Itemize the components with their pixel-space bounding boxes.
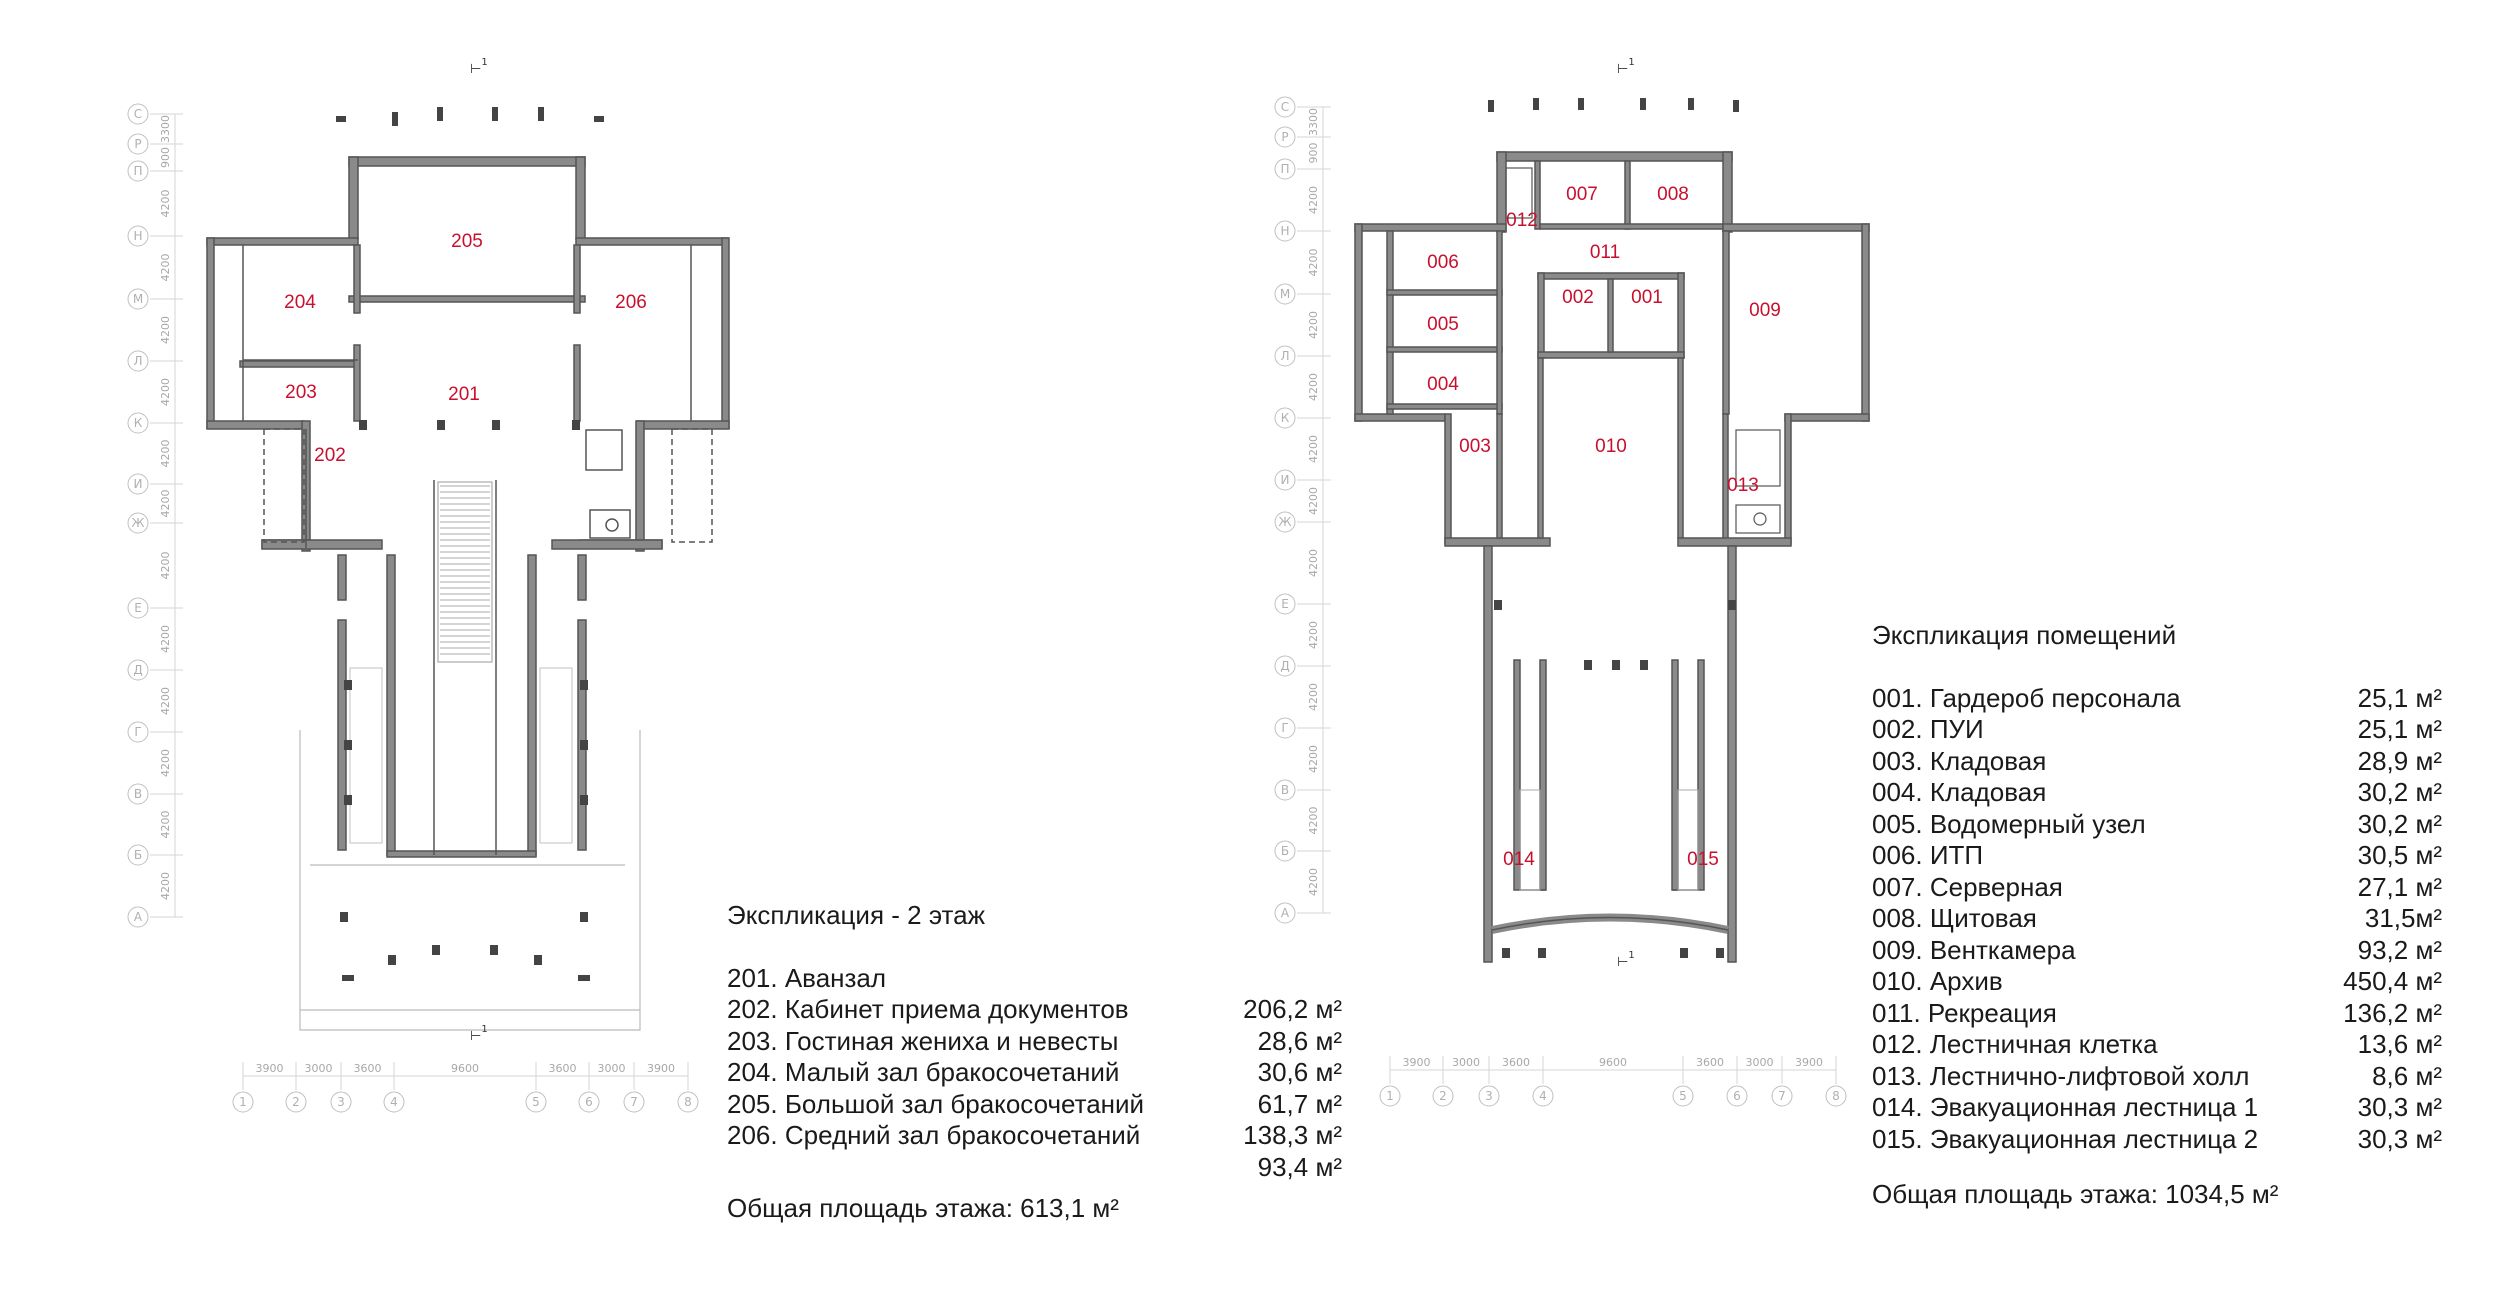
axis-dimension: 4200 [159, 253, 172, 282]
column [1688, 98, 1694, 110]
legend-row [1872, 1092, 2442, 1124]
legend-row [727, 963, 1342, 995]
axis-letter: П [133, 164, 143, 178]
axis-dimension: 4200 [159, 439, 172, 468]
column [432, 945, 440, 955]
legend-label: 014. Эвакуационная лестница 1 [1872, 1092, 2259, 1122]
legend-area: 450,4 м² [2343, 966, 2442, 996]
axis-dimension: 3000 [1745, 1056, 1774, 1069]
legend-title: Экспликация - 2 этаж [727, 900, 985, 930]
axis-dimension: 3000 [304, 1062, 333, 1075]
column [538, 107, 544, 121]
axis-letter: Л [133, 354, 143, 368]
legend-label: 007. Серверная [1872, 871, 2063, 902]
legend-row [1872, 683, 2442, 715]
legend-label: 203. Гостиная жениха и невесты [727, 1025, 1119, 1056]
axis-grid-left [128, 104, 183, 927]
legend-label: 206. Средний зал бракосочетаний [727, 1120, 1141, 1150]
column [437, 107, 443, 121]
axis-dimension: 3600 [548, 1062, 577, 1075]
column [388, 955, 396, 965]
legend-area: 30,2 м² [2357, 808, 2442, 839]
stair-treads [440, 486, 490, 654]
legend-items [727, 963, 1342, 1184]
axis-dimension: 4200 [1307, 621, 1320, 649]
legend-row [1872, 777, 2442, 809]
axis-dimension: 4200 [1307, 248, 1320, 277]
axis-dimension: 4200 [1307, 311, 1320, 339]
column [1680, 948, 1688, 958]
axis-dimension: 900 [1307, 142, 1320, 164]
stair-core-right [586, 430, 630, 538]
column [1716, 948, 1724, 958]
axis-letter: Б [133, 848, 143, 862]
axis-number: 5 [1679, 1089, 1687, 1103]
axis-number: 3 [1485, 1089, 1493, 1103]
terrace [300, 730, 640, 1030]
axis-dimension: 3900 [255, 1062, 284, 1075]
legend-area: 30,3 м² [2357, 1092, 2442, 1122]
legend-area: 93,2 м² [2357, 934, 2442, 965]
axis-dimension: 4200 [159, 378, 172, 406]
room-label: 202 [314, 445, 346, 466]
column [344, 680, 352, 690]
room-label: 002 [1562, 287, 1594, 308]
axis-dimension: 4200 [1307, 745, 1320, 773]
legend-label: 013. Лестнично-лифтовой холл [1872, 1060, 2250, 1091]
axis-letter: П [1280, 162, 1290, 176]
legend-row [727, 994, 1342, 1026]
room-label: 014 [1503, 849, 1535, 870]
axis-number: 7 [630, 1095, 638, 1109]
column [594, 116, 604, 122]
legend-area: 30,2 м² [2357, 777, 2442, 807]
axis-letter: А [1280, 906, 1290, 920]
axis-letter: В [133, 787, 143, 801]
axis-letter: Е [134, 601, 142, 615]
legend-area: 136,2 м² [2343, 997, 2442, 1028]
column [342, 975, 354, 981]
legend-area: 31,5м² [2364, 903, 2442, 933]
legend-row [1872, 1124, 2442, 1156]
legend-title: Экспликация помещений [1872, 620, 2177, 650]
axis-letter: С [1280, 100, 1290, 114]
legend-label: 006. ИТП [1872, 840, 1984, 870]
legend-label: 005. Водомерный узел [1872, 808, 2146, 839]
legend-row [727, 1057, 1342, 1089]
legend-area: 30,6 м² [1257, 1057, 1342, 1087]
axis-dimension: 3300 [1307, 108, 1320, 136]
axis-dimension: 4200 [1307, 806, 1320, 835]
column [1728, 600, 1736, 610]
column [1612, 660, 1620, 670]
axis-letter: В [1280, 783, 1290, 797]
room-label: 007 [1566, 184, 1598, 205]
room-label: 205 [451, 231, 483, 252]
column [1584, 660, 1592, 670]
axis-letter: Л [1280, 349, 1290, 363]
legend-row [1872, 966, 2442, 998]
column [490, 945, 498, 955]
basement-floor-plan [1275, 57, 1869, 1106]
legend-row [1872, 935, 2442, 967]
axis-letter: Г [134, 725, 142, 739]
legend-total: Общая площадь этажа: 613,1 м² [727, 1193, 1119, 1223]
legend-row [727, 1152, 1342, 1184]
legend-label: 010. Архив [1872, 966, 2003, 996]
legend-area: 30,3 м² [2357, 1123, 2442, 1154]
axis-number: 5 [532, 1095, 540, 1109]
axis-dimension: 900 [159, 147, 172, 168]
axis-number: 6 [1733, 1089, 1741, 1103]
walls [207, 157, 729, 857]
column [580, 795, 588, 805]
second-floor-plan [128, 57, 729, 1112]
section-mark-bottom: ⊢$^1$ [470, 1024, 488, 1044]
axis-dimension: 3000 [597, 1062, 626, 1075]
column [359, 420, 367, 430]
legend-area: 25,1 м² [2357, 714, 2442, 744]
axis-dimension: 4200 [1307, 487, 1320, 515]
axis-number: 6 [585, 1095, 593, 1109]
legend-area: 30,5 м² [2357, 840, 2442, 870]
legend-second-floor [727, 900, 1342, 1225]
room-label: 009 [1749, 300, 1781, 321]
axis-letter: М [1279, 287, 1291, 301]
legend-label: 004. Кладовая [1872, 777, 2047, 807]
column [578, 975, 590, 981]
legend-label: 201. Аванзал [727, 962, 887, 993]
axis-dimension: 4200 [159, 872, 172, 900]
section-mark-top: ⊢$^1$ [470, 57, 488, 77]
axis-letter: Р [134, 137, 142, 151]
axis-number: 7 [1778, 1089, 1786, 1103]
column [572, 420, 580, 430]
column [336, 116, 346, 122]
partitions [1492, 890, 1728, 930]
axis-letter: Ж [131, 516, 145, 530]
axis-dimension: 3600 [1502, 1056, 1530, 1069]
legend-label: 202. Кабинет приема документов [727, 994, 1129, 1024]
axis-letter: А [133, 910, 143, 924]
room-label: 013 [1727, 475, 1759, 496]
legend-area: 138,3 м² [1243, 1120, 1342, 1150]
room-label: 003 [1459, 436, 1491, 457]
side-stairs [350, 668, 572, 843]
legend-row [1872, 714, 2442, 746]
axis-number: 3 [337, 1095, 345, 1109]
column [492, 420, 500, 430]
legend-row [1872, 1029, 2442, 1061]
axis-dimension: 4200 [1307, 683, 1320, 711]
axis-letter: Ж [1278, 515, 1292, 529]
room-label: 006 [1427, 252, 1459, 273]
legend-area: 93,4 м² [1257, 1151, 1342, 1182]
section-mark-bottom: ⊢$^1$ [1617, 950, 1635, 970]
axis-letter: Р [1281, 130, 1289, 144]
column [340, 912, 348, 922]
legend-label: 009. Венткамера [1872, 934, 2076, 965]
axis-dimension: 4200 [1307, 868, 1320, 896]
legend-row [1872, 1061, 2442, 1093]
axis-letter: К [1280, 411, 1290, 425]
axis-number: 8 [684, 1095, 692, 1109]
column [1533, 98, 1539, 110]
main-stair [438, 482, 492, 662]
axis-letter: Н [1280, 224, 1290, 238]
legend-total: Общая площадь этажа: 1034,5 м² [1872, 1179, 2279, 1209]
legend-row [1872, 872, 2442, 904]
legend-area: 8,6 м² [2372, 1060, 2442, 1091]
legend-area: 28,9 м² [2357, 745, 2442, 776]
legend-items [1872, 683, 2442, 1156]
axis-dimension: 4200 [159, 749, 172, 777]
room-label: 004 [1427, 374, 1459, 395]
room-label: 204 [284, 292, 316, 313]
legend-area: 61,7 м² [1257, 1088, 1342, 1119]
room-label: 011 [1589, 242, 1621, 263]
legend-row [1872, 903, 2442, 935]
legend-label: 015. Эвакуационная лестница 2 [1872, 1123, 2259, 1154]
axis-number: 4 [390, 1095, 398, 1109]
axis-dimension: 9600 [1599, 1056, 1627, 1069]
axis-grid-bottom [1380, 1056, 1846, 1106]
legend-area: 25,1 м² [2357, 682, 2442, 713]
axis-letter: Е [1281, 597, 1289, 611]
column [437, 420, 445, 430]
axis-number: 2 [1439, 1089, 1447, 1103]
axis-dimension: 4200 [1307, 373, 1320, 401]
room-label: 012 [1506, 210, 1538, 231]
column [1538, 948, 1546, 958]
axis-dimension: 4200 [159, 489, 172, 518]
legend-label: 001. Гардероб персонала [1872, 682, 2181, 713]
section-mark-top: ⊢$^1$ [1617, 57, 1635, 77]
column [580, 912, 588, 922]
legend-label: 012. Лестничная клетка [1872, 1029, 2158, 1059]
room-label: 203 [285, 382, 317, 403]
axis-dimension: 4200 [1307, 186, 1320, 214]
legend-area: 206,2 м² [1243, 994, 1342, 1024]
column [392, 112, 398, 126]
legend-label: 204. Малый зал бракосочетаний [727, 1057, 1120, 1087]
room-label: 201 [448, 384, 480, 405]
legend-row [1872, 998, 2442, 1030]
axis-dimension: 3300 [159, 115, 172, 143]
axis-dimension: 3000 [1452, 1056, 1480, 1069]
legend-label: 011. Рекреация [1872, 997, 2057, 1028]
axis-letter: Д [133, 663, 143, 677]
column [1578, 98, 1584, 110]
legend-label: 205. Большой зал бракосочетаний [727, 1088, 1145, 1119]
walls [1355, 152, 1869, 962]
column [1733, 100, 1739, 112]
axis-letter: И [133, 477, 143, 491]
column [1640, 98, 1646, 110]
axis-dimension: 3900 [647, 1062, 675, 1075]
column [1502, 948, 1510, 958]
room-label: 008 [1657, 184, 1689, 205]
legend-label: 002. ПУИ [1872, 714, 1984, 744]
axis-number: 8 [1832, 1089, 1840, 1103]
axis-dimension: 4200 [159, 810, 172, 839]
axis-number: 4 [1539, 1089, 1547, 1103]
room-label: 015 [1687, 849, 1719, 870]
column [1488, 100, 1494, 112]
axis-letter: К [133, 416, 143, 430]
axis-dimension: 4200 [1307, 549, 1320, 577]
legend-row [1872, 840, 2442, 872]
legend-area: 13,6 м² [2357, 1029, 2442, 1059]
axis-dimension: 4200 [159, 625, 172, 653]
column [1494, 600, 1502, 610]
column [580, 680, 588, 690]
axis-dimension: 3600 [1696, 1056, 1724, 1069]
column [492, 107, 498, 121]
legend-row [727, 1120, 1342, 1152]
axis-letter: М [132, 292, 144, 306]
axis-dimension: 4200 [159, 687, 172, 715]
legend-row [1872, 809, 2442, 841]
legend-area: 27,1 м² [2357, 871, 2442, 902]
column [534, 955, 542, 965]
axis-dimension: 9600 [451, 1062, 479, 1075]
axis-letter: И [1280, 473, 1290, 487]
column [344, 740, 352, 750]
axis-dimension: 4200 [159, 316, 172, 344]
axis-dimension: 4200 [159, 189, 172, 218]
axis-dimension: 3600 [353, 1062, 382, 1075]
legend-area: 28,6 м² [1257, 1025, 1342, 1056]
axis-letter: Б [1280, 844, 1290, 858]
axis-number: 1 [1386, 1089, 1394, 1103]
axis-letter: Н [133, 229, 143, 243]
axis-number: 1 [239, 1095, 247, 1109]
room-label: 206 [615, 292, 647, 313]
axis-dimension: 3900 [1795, 1056, 1823, 1069]
room-label: 010 [1595, 436, 1627, 457]
legend-row [1872, 746, 2442, 778]
legend-basement [1872, 620, 2442, 1211]
room-label: 005 [1427, 314, 1459, 335]
axis-letter: С [133, 107, 143, 121]
legend-label: 003. Кладовая [1872, 745, 2047, 776]
axis-letter: Г [1281, 721, 1289, 735]
column [580, 740, 588, 750]
axis-dimension: 4200 [1307, 435, 1320, 463]
axis-number: 2 [292, 1095, 300, 1109]
column [1640, 660, 1648, 670]
axis-dimension: 4200 [159, 551, 172, 580]
column [344, 795, 352, 805]
legend-label: 008. Щитовая [1872, 903, 2037, 933]
room-label: 001 [1631, 287, 1663, 308]
axis-letter: Д [1280, 659, 1290, 673]
axis-grid-left [1275, 97, 1331, 923]
legend-row [727, 1089, 1342, 1121]
axis-grid-bottom [233, 1062, 698, 1112]
legend-row [727, 1026, 1342, 1058]
axis-dimension: 3900 [1402, 1056, 1431, 1069]
